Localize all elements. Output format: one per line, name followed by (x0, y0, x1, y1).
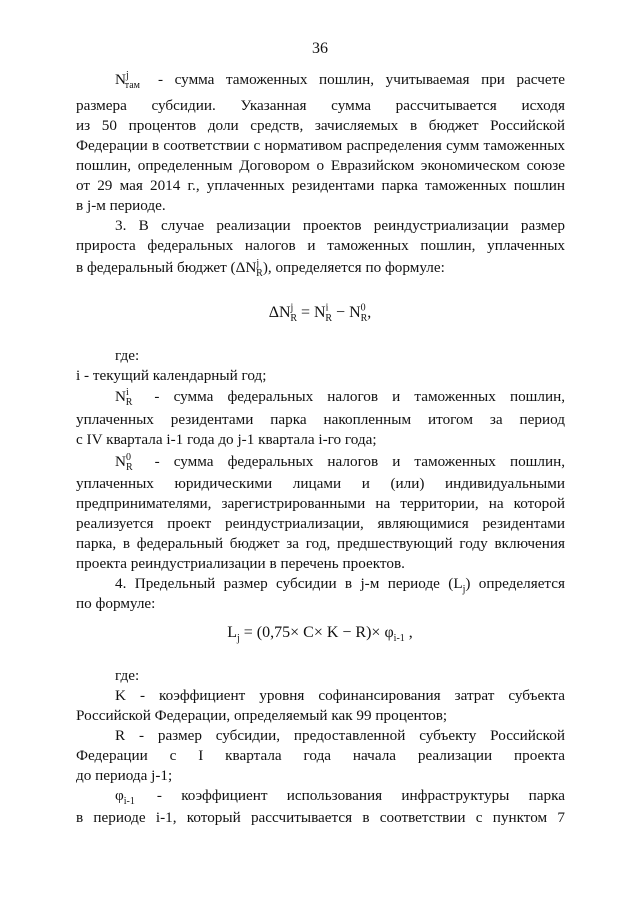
definition-n-tam: $N^j_{там}$ - сумма таможенных пошлин, учитываемая при расчете (115, 69, 565, 92)
symbol-n-r-0: $N^0_R$ (115, 451, 133, 474)
text-line: парка, в федеральный бюджет за год, предшествующий году включения (76, 535, 565, 552)
page-number: 36 (312, 40, 328, 57)
text-line: из 50 процентов доли средств, зачисляемых в бюджет Российской (76, 117, 565, 134)
definition-r: R - размер субсидии, предоставленной субъекту Российской (115, 727, 565, 744)
text-line: уплаченных юридическими лицами и (или) индивидуальными (76, 475, 565, 492)
text-line-delta: в федеральный бюджет $(\Delta N^j_R)$, определяется по формуле: (76, 257, 445, 280)
text-line: пошлин, определенным Договором о Евразийском экономическом союзе (76, 157, 565, 174)
text-line: 3. В случае реализации проектов реиндустриализации размер (115, 217, 565, 234)
symbol-delta-n: $\Delta N^j_R$ (235, 257, 263, 280)
definition-k: K - коэффициент уровня софинансирования затрат субъекта (115, 687, 565, 704)
symbol-phi: $\varphi_{i-1}$ (115, 787, 135, 808)
where-label: где: (115, 667, 140, 684)
text-line: по формуле: (76, 595, 156, 612)
text-line: в периоде i-1, который рассчитывается в соответствии с пунктом 7 (76, 809, 565, 826)
formula-delta-n: $\Delta N^j_R = N^i_R - N^0_R$, (268, 302, 372, 325)
text-line: размера субсидии. Указанная сумма рассчитывается исходя (76, 97, 565, 114)
text-line: реализуется проект реиндустриализации, являющимися резидентами (76, 515, 565, 532)
text-line: от 29 мая 2014 г., уплаченных резидентами парка таможенных пошлин (76, 177, 565, 194)
text-line: с IV квартала i-1 года до j-1 квартала i-го года; (76, 431, 377, 448)
definition-phi: $\varphi_{i-1}$ - коэффициент использования инфраструктуры парка (115, 787, 565, 808)
text-line: Российской Федерации, определяемый как 99 процентов; (76, 707, 448, 724)
text-line: проекта реиндустриализации в перечень проектов. (76, 555, 405, 572)
definition-n-r-0: $N^0_R$ - сумма федеральных налогов и таможенных пошлин, (115, 451, 565, 474)
text-line: предпринимателями, зарегистрированными на территории, на которой (76, 495, 565, 512)
symbol-n-r-i: $N^i_R$ (115, 386, 133, 409)
definition-n-r-i: $N^i_R$ - сумма федеральных налогов и таможенных пошлин, (115, 386, 565, 409)
where-label: где: (115, 347, 140, 364)
text-line: уплаченных резидентами парка накопленным итогом за период (76, 411, 565, 428)
text-line: до периода j-1; (76, 767, 173, 784)
formula-l-j: $L_j = (0,75\times C\times K - R)\times \varphi_{i-1}$ , (227, 624, 413, 645)
text-line: в j-м периоде. (76, 197, 166, 214)
paragraph-4-line: 4. Предельный размер субсидии в j-м периоде $(L_j)$ определяется (115, 575, 565, 596)
text-line: Федерации в соответствии с нормативом распределения сумм таможенных (76, 137, 565, 154)
text-line: прироста федеральных налогов и таможенных пошлин, уплаченных (76, 237, 565, 254)
text-line: Федерации с I квартала года начала реализации проекта (76, 747, 565, 764)
definition-i: i - текущий календарный год; (76, 367, 267, 384)
symbol-n-tam: $N^j_{там}$ (115, 69, 141, 92)
